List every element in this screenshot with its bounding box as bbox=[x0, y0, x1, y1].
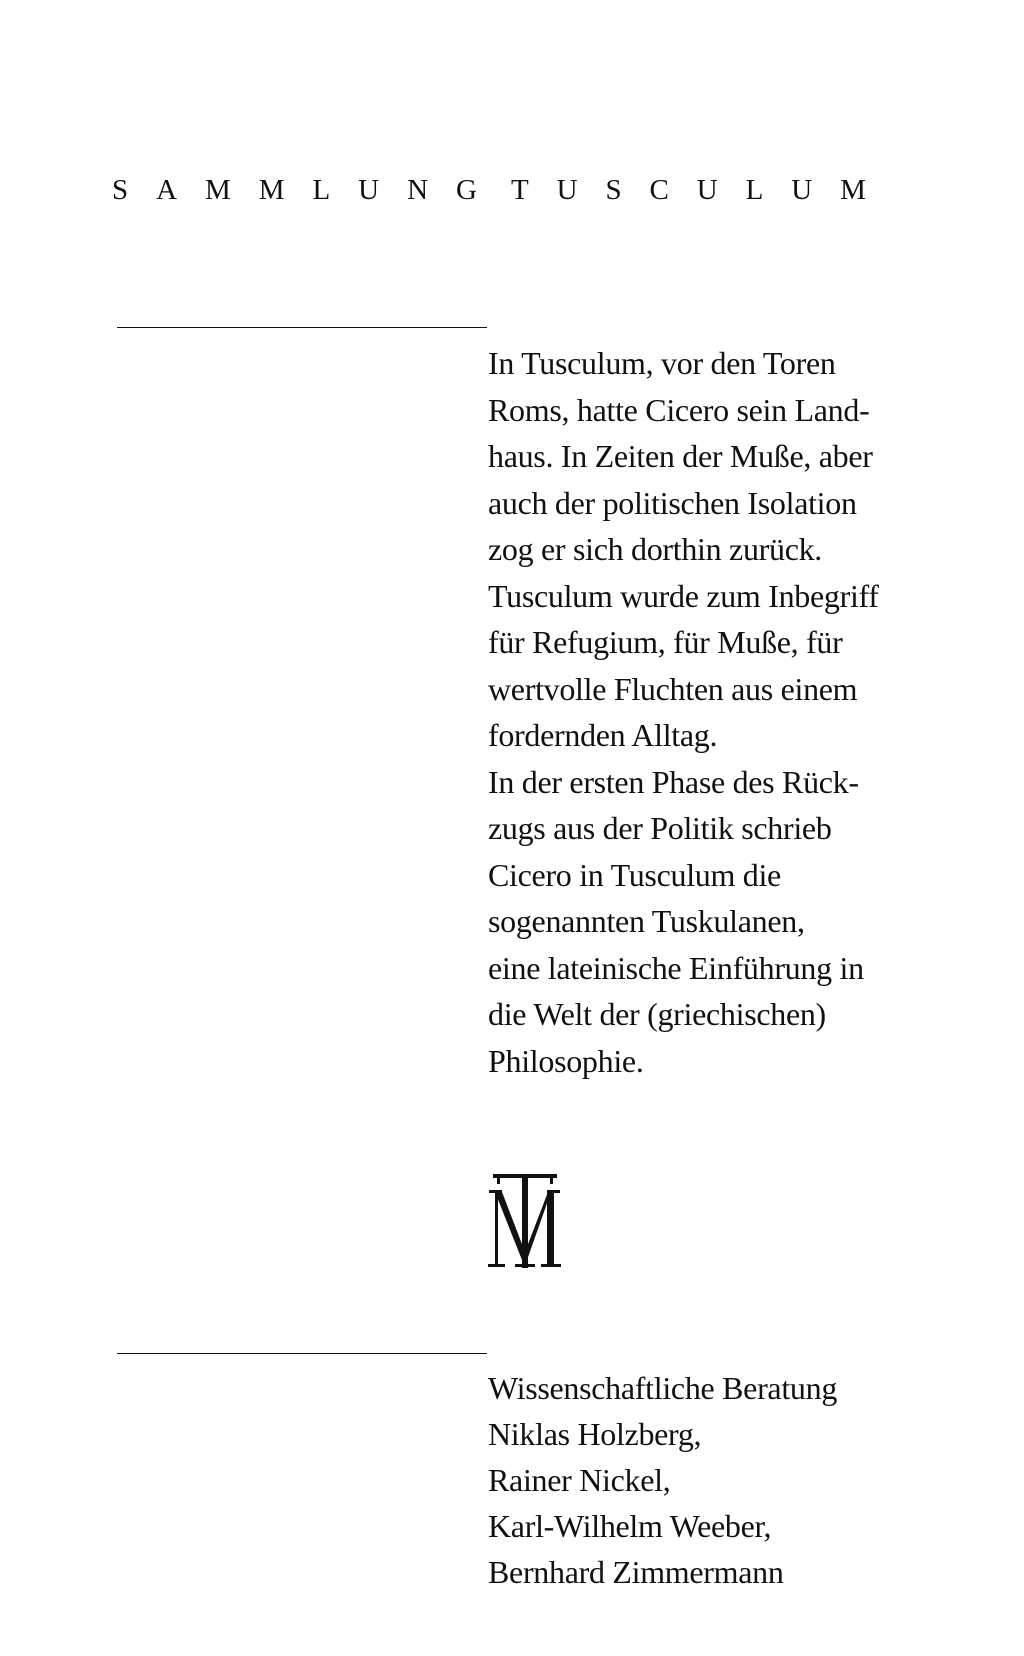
series-letter: S bbox=[605, 173, 622, 206]
series-letter: T bbox=[511, 173, 529, 206]
description-line: auch der politischen Isolation bbox=[488, 484, 857, 521]
series-letter: L bbox=[312, 173, 331, 206]
series-description bbox=[488, 340, 908, 1084]
series-letter: U bbox=[358, 173, 380, 206]
description-line: wertvolle Fluchten aus einem bbox=[488, 670, 858, 707]
description-line: Roms, hatte Cicero sein Land- bbox=[488, 391, 870, 428]
series-letter: C bbox=[649, 173, 669, 206]
series-letter: G bbox=[455, 173, 477, 206]
series-title bbox=[112, 168, 892, 212]
series-letter: S bbox=[112, 173, 129, 206]
description-line: fordernden Alltag. bbox=[488, 717, 718, 753]
scientific-advisors bbox=[488, 1365, 908, 1595]
series-letter: L bbox=[745, 173, 764, 206]
description-line: für Refugium, für Muße, für bbox=[488, 624, 843, 660]
series-letter: A bbox=[156, 173, 178, 206]
description-line: Cicero in Tusculum die bbox=[488, 856, 781, 893]
description-line: In der ersten Phase des Rück- bbox=[488, 763, 859, 800]
advisor-name: Karl-Wilhelm Weeber, bbox=[488, 1508, 772, 1544]
divider-top bbox=[117, 327, 487, 328]
advisor-name: Bernhard Zimmermann bbox=[488, 1554, 784, 1590]
series-letter: U bbox=[791, 173, 813, 206]
description-line: die Welt der (griechischen) bbox=[488, 996, 826, 1032]
description-line: In Tusculum, vor den Toren bbox=[488, 345, 836, 381]
series-letter: M bbox=[205, 173, 231, 206]
series-title-word-sammlung bbox=[112, 174, 477, 207]
tm-monogram-icon bbox=[485, 1168, 565, 1272]
series-letter: U bbox=[556, 173, 578, 206]
series-letter: N bbox=[407, 173, 429, 206]
series-letter: M bbox=[258, 173, 285, 206]
description-line: zog er sich dorthin zurück. bbox=[488, 531, 823, 567]
series-letter: M bbox=[840, 173, 866, 206]
series-title-word-tusculum bbox=[511, 174, 866, 207]
divider-bottom bbox=[117, 1353, 487, 1354]
advisor-name: Rainer Nickel, bbox=[488, 1462, 671, 1498]
description-line: eine lateinische Einführung in bbox=[488, 949, 864, 986]
description-line: zugs aus der Politik schrieb bbox=[488, 810, 832, 846]
description-line: haus. In Zeiten der Muße, aber bbox=[488, 438, 873, 474]
advisor-name: Niklas Holzberg, bbox=[488, 1416, 702, 1452]
description-line: Philosophie. bbox=[488, 1042, 644, 1079]
description-line: Tusculum wurde zum Inbegriff bbox=[488, 577, 879, 614]
advisors-heading: Wissenschaftliche Beratung bbox=[488, 1370, 838, 1406]
description-line: sogenannten Tuskulanen, bbox=[488, 903, 805, 939]
series-letter: U bbox=[696, 173, 718, 206]
